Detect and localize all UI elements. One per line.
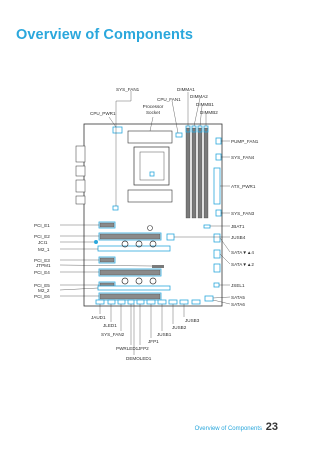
label-jusb3: JUSB3 bbox=[185, 318, 200, 323]
label-sys-fan2: SYS_FAN2 bbox=[101, 332, 125, 337]
label-pci-e4: PCI_E4 bbox=[34, 270, 50, 275]
page-number: 23 bbox=[265, 421, 278, 433]
label-demoled1: DEMOLED1 bbox=[126, 356, 152, 361]
label-m2-2: M2_2 bbox=[38, 288, 50, 293]
page-title: Overview of Components bbox=[16, 27, 194, 43]
label-pci-e1: PCI_E1 bbox=[34, 223, 50, 228]
label-pci-e3: PCI_E3 bbox=[34, 258, 50, 263]
label-jusb4: JUSB4 bbox=[231, 235, 246, 240]
label-sata2: SATA▼▲2 bbox=[231, 262, 254, 267]
label-processor-socket: Processor Socket bbox=[142, 104, 164, 115]
footer-section-title: Overview of Components bbox=[194, 426, 262, 432]
label-jaud1: JAUD1 bbox=[91, 315, 106, 320]
label-cpu-pwr1: CPU_PWR1 bbox=[90, 111, 116, 116]
cpu-pwr-header bbox=[113, 127, 122, 133]
label-dimma1: DIMMA1 bbox=[177, 87, 195, 92]
label-dimma2: DIMMA2 bbox=[190, 94, 208, 99]
label-dimmb2: DIMMB2 bbox=[200, 110, 218, 115]
label-sata6: SATA6 bbox=[231, 302, 245, 307]
label-jbat1: JBAT1 bbox=[231, 224, 245, 229]
label-cpu-fan1: CPU_FAN1 bbox=[157, 97, 181, 102]
label-sata5: SATA5 bbox=[231, 295, 245, 300]
label-sys-fan3: SYS_FAN3 bbox=[231, 211, 255, 216]
label-jusb2: JUSB2 bbox=[172, 325, 187, 330]
label-jci1: JCI1 bbox=[38, 240, 48, 245]
label-sys-fan1: SYS_FAN1 bbox=[116, 87, 140, 92]
label-pci-e5: PCI_E5 bbox=[34, 283, 50, 288]
label-atx-pwr1: ATX_PWR1 bbox=[231, 184, 256, 189]
label-jfp1: JFP1 bbox=[148, 339, 159, 344]
label-pci-e6: PCI_E6 bbox=[34, 294, 50, 299]
label-sata4: SATA▼▲4 bbox=[231, 250, 254, 255]
label-jusb1: JUSB1 bbox=[157, 332, 172, 337]
label-pci-e2: PCI_E2 bbox=[34, 234, 50, 239]
label-jfp2: JFP2 bbox=[138, 346, 149, 351]
label-pwrled1: PWRLED1 bbox=[116, 346, 139, 351]
label-sys-fan4: SYS_FAN4 bbox=[231, 155, 255, 160]
label-jled1: JLED1 bbox=[103, 323, 117, 328]
label-jtpm1: JTPM1 bbox=[36, 263, 51, 268]
label-m2-1: M2_1 bbox=[38, 247, 50, 252]
label-dimmb1: DIMMB1 bbox=[196, 102, 214, 107]
label-jsel1: JSEL1 bbox=[231, 283, 245, 288]
label-pump-fan1: PUMP_FAN1 bbox=[231, 139, 259, 144]
